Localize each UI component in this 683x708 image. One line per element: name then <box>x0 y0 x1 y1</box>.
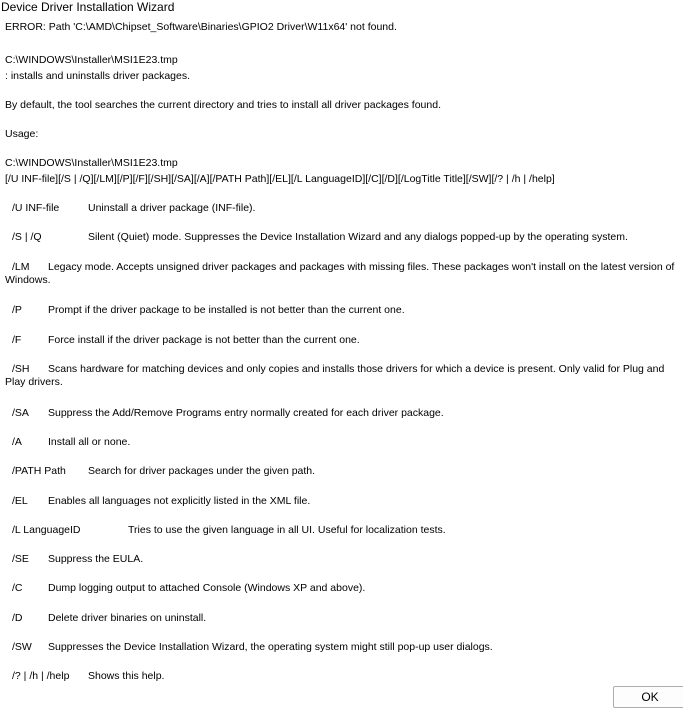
option-desc-enable-languages: Enables all languages not explicitly listed in the XML file. <box>48 495 311 507</box>
title-bar <box>0 0 683 18</box>
option-desc-all: Install all or none. <box>48 436 131 448</box>
option-desc-uninstall: Uninstall a driver package (INF-file). <box>88 202 256 214</box>
option-desc-help: Shows this help. <box>88 670 165 682</box>
option-flag-delete: /D <box>12 612 23 624</box>
option-flag-suppress-arp: /SA <box>12 407 29 419</box>
option-flag-prompt: /P <box>12 304 22 316</box>
option-scan-hardware <box>5 363 675 389</box>
option-desc-suppress-arp: Suppress the Add/Remove Programs entry normally created for each driver package. <box>48 407 444 419</box>
option-desc-console: Dump logging output to attached Console (Windows XP and above). <box>48 582 366 594</box>
option-desc-suppress-wizard: Suppresses the Device Installation Wizard, the operating system might still pop-up user dialogs. <box>48 641 493 653</box>
option-desc-legacy: Legacy mode. Accepts unsigned driver packages and packages with missing files. These packages won't install on the latest version of Windows. <box>5 261 675 286</box>
option-desc-scan: Scans hardware for matching devices and only copies and installs those drivers for which a device is present. Only valid for Plug and Play drivers. <box>5 363 665 388</box>
option-legacy-mode <box>5 261 675 287</box>
option-flag-force: /F <box>12 334 22 346</box>
help-text-area <box>0 18 683 688</box>
option-desc-prompt: Prompt if the driver package to be installed is not better than the current one. <box>48 304 405 316</box>
option-desc-force: Force install if the driver package is not better than the current one. <box>48 334 360 346</box>
option-flag-silent: /S | /Q <box>12 231 42 243</box>
tool-summary: : installs and uninstalls driver packages. <box>5 70 191 82</box>
option-desc-path: Search for driver packages under the given path. <box>88 465 316 477</box>
option-desc-delete: Delete driver binaries on uninstall. <box>48 612 207 624</box>
option-flag-suppress-wizard: /SW <box>12 641 32 653</box>
usage-label: Usage: <box>5 128 39 140</box>
option-flag-all: /A <box>12 436 22 448</box>
ok-button[interactable]: OK <box>613 686 683 708</box>
installer-path: C:\WINDOWS\Installer\MSI1E23.tmp <box>5 54 178 66</box>
option-flag-eula: /SE <box>12 553 29 565</box>
default-behavior-text: By default, the tool searches the current directory and tries to install all driver packages found. <box>5 99 441 111</box>
usage-path: C:\WINDOWS\Installer\MSI1E23.tmp <box>5 157 178 169</box>
option-desc-language: Tries to use the given language in all UI. Useful for localization tests. <box>128 524 446 536</box>
option-flag-console: /C <box>12 582 23 594</box>
window-title: Device Driver Installation Wizard <box>1 0 175 14</box>
option-flag-path: /PATH Path <box>12 465 66 477</box>
usage-syntax: [/U INF-file][/S | /Q][/LM][/P][/F][/SH][/SA][/A][/PATH Path][/EL][/L LanguageID][/C][/D][/LogTitle Title][/SW][/? | /h | /help] <box>5 173 555 185</box>
option-flag-help: /? | /h | /help <box>12 670 70 682</box>
option-desc-silent: Silent (Quiet) mode. Suppresses the Device Installation Wizard and any dialogs popped-up by the operating system. <box>88 231 628 243</box>
option-flag-scan: /SH <box>12 363 30 375</box>
option-flag-language: /L LanguageID <box>12 524 81 536</box>
option-desc-eula: Suppress the EULA. <box>48 553 144 565</box>
error-message: ERROR: Path 'C:\AMD\Chipset_Software\Binaries\GPIO2 Driver\W11x64' not found. <box>5 21 397 33</box>
option-flag-enable-languages: /EL <box>12 495 28 507</box>
option-flag-uninstall: /U INF-file <box>12 202 60 214</box>
option-flag-legacy: /LM <box>12 261 30 273</box>
